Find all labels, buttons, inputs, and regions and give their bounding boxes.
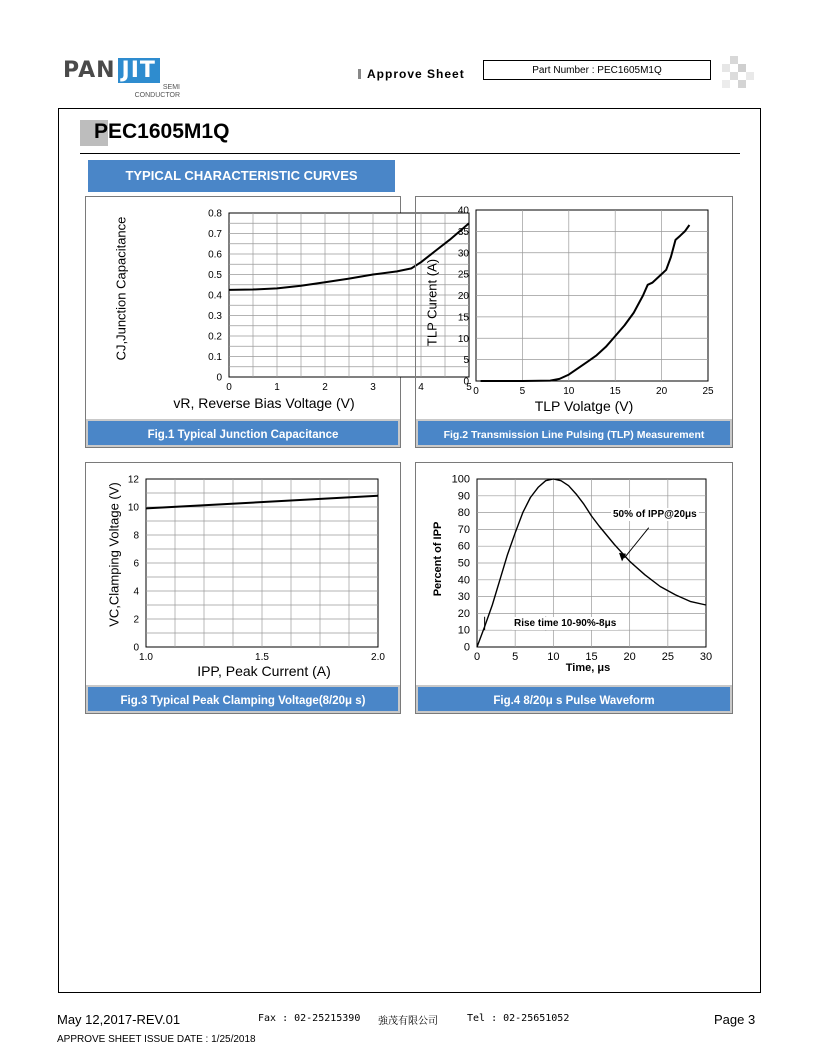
- fig4-annotation-50pct: 50% of IPP@20μs: [613, 509, 697, 520]
- fig2-panel: [415, 196, 733, 448]
- fig3-ytick-label: 0: [133, 642, 139, 654]
- fig2-ytick-label: 5: [463, 355, 469, 367]
- fig2-ytick-label: 40: [457, 205, 469, 217]
- fig1-ytick-label: 0.7: [208, 229, 222, 240]
- fig3-panel: [85, 462, 401, 714]
- fig2-xtick-label: 20: [656, 386, 668, 397]
- fig4-ytick-label: 20: [457, 607, 470, 620]
- footer-page-number: Page 3: [714, 1012, 756, 1027]
- fig2-ytick-label: 10: [457, 333, 469, 345]
- fig1-ytick-label: 0.4: [208, 290, 222, 302]
- fig4-xtick-label: 20: [623, 651, 636, 663]
- fig1-ytick-label: 0.8: [208, 208, 222, 220]
- fig2-ytick-label: 30: [457, 248, 469, 260]
- fig2-chart: [416, 197, 732, 419]
- fig1-caption: Fig.1 Typical Junction Capacitance: [86, 419, 400, 447]
- fig4-ytick-label: 10: [457, 624, 470, 637]
- fig4-ytick-label: 40: [457, 574, 470, 587]
- fig2-ytick-label: 25: [457, 269, 469, 281]
- logo-pan-text: PAN: [63, 58, 116, 83]
- fig1-ytick-label: 0.6: [208, 249, 222, 261]
- fig3-xtick-label: 2.0: [371, 652, 385, 663]
- fig2-xlabel: TLP Volatge (V): [534, 398, 634, 414]
- fig1-xtick-label: 3: [370, 382, 376, 393]
- fig1-xtick-label: 1: [274, 382, 280, 393]
- fig1-ytick-label: 0.5: [208, 270, 222, 281]
- fig2-ytick-label: 15: [457, 312, 469, 324]
- fig4-xtick-label: 5: [512, 651, 519, 663]
- fig2-xtick-label: 5: [519, 386, 526, 397]
- footer-company: 強茂有限公司: [378, 1016, 438, 1027]
- panjit-logo: [63, 58, 160, 83]
- fig3-ytick-label: 2: [133, 614, 139, 626]
- footer-tel: Tel : 02-25651052: [467, 1013, 570, 1024]
- logo-subtitle: [128, 84, 180, 100]
- fig1-ylabel: CJ,Junction Capacitance: [113, 216, 129, 361]
- fig2-xtick-label: 15: [609, 386, 621, 397]
- checker-decoration-icon: [714, 56, 754, 92]
- fig2-xtick-label: 10: [563, 386, 575, 397]
- fig3-ytick-label: 6: [133, 558, 139, 570]
- fig1-xlabel: vR, Reverse Bias Voltage (V): [173, 395, 355, 411]
- fig2-caption: Fig.2 Transmission Line Pulsing (TLP) Measurement: [416, 419, 732, 447]
- logo-sub-line-1: SEMI: [162, 84, 180, 91]
- fig2-ytick-label: 0: [463, 376, 469, 388]
- footer-issue-date: APPROVE SHEET ISSUE DATE : 1/25/2018: [57, 1034, 256, 1045]
- fig4-ytick-label: 60: [457, 540, 470, 553]
- approve-bar-icon: [358, 69, 361, 79]
- fig4-ytick-label: 80: [457, 507, 470, 520]
- footer-date-rev: May 12,2017-REV.01: [57, 1012, 181, 1027]
- fig4-panel: [415, 462, 733, 714]
- title-divider: [80, 153, 740, 154]
- page-title: PEC1605M1Q: [94, 120, 230, 143]
- fig2-xtick-label: 0: [473, 386, 479, 397]
- fig4-ytick-label: 70: [457, 523, 470, 536]
- approve-sheet-label: [358, 67, 465, 81]
- fig4-ytick-label: 90: [457, 490, 470, 503]
- fig1-ytick-label: 0.2: [208, 331, 222, 343]
- fig1-xtick-label: 2: [322, 382, 328, 393]
- fig4-xtick-label: 0: [473, 651, 481, 663]
- fig3-xtick-label: 1.5: [255, 652, 269, 663]
- fig1-ytick-label: 0.3: [208, 311, 222, 322]
- fig4-xlabel: Time, μs: [565, 662, 611, 674]
- fig2-xtick-label: 25: [702, 386, 714, 397]
- fig4-xtick-label: 30: [699, 651, 713, 663]
- fig2-ytick-label: 35: [457, 226, 469, 238]
- fig1-xtick-label: 4: [418, 382, 424, 393]
- fig4-ytick-label: 30: [457, 591, 470, 604]
- approve-sheet-text: Approve Sheet: [367, 67, 465, 81]
- section-title: TYPICAL CHARACTERISTIC CURVES: [88, 160, 395, 192]
- fig1-ytick-label: 0.1: [208, 352, 222, 363]
- fig4-xtick-label: 15: [585, 651, 598, 663]
- fig4-ylabel: Percent of IPP: [432, 521, 444, 597]
- fig3-ytick-label: 12: [127, 474, 139, 486]
- footer-fax: Fax : 02-25215390: [258, 1013, 361, 1024]
- fig3-xtick-label: 1.0: [139, 652, 153, 663]
- fig1-xtick-label: 0: [226, 382, 232, 393]
- fig3-caption: Fig.3 Typical Peak Clamping Voltage(8/20μ s): [86, 685, 400, 713]
- fig1-ytick-label: 0: [216, 372, 222, 384]
- fig4-xtick-label: 25: [661, 651, 674, 663]
- fig3-xlabel: IPP, Peak Current (A): [197, 663, 331, 679]
- fig4-ytick-label: 50: [457, 557, 470, 570]
- fig3-chart: [86, 463, 400, 685]
- fig4-ytick-label: 100: [451, 473, 470, 486]
- fig1-xtick-label: 5: [466, 382, 472, 393]
- fig2-ytick-label: 20: [457, 291, 469, 302]
- part-number-box: Part Number : PEC1605M1Q: [483, 60, 711, 80]
- fig3-ytick-label: 10: [127, 502, 139, 514]
- fig4-xtick-label: 10: [547, 651, 560, 663]
- fig4-ytick-label: 0: [463, 641, 470, 654]
- fig3-ylabel: VC,Clamping Voltage (V): [106, 482, 122, 627]
- fig4-annotation-risetime: Rise time 10-90%-8μs: [514, 618, 617, 629]
- logo-jit-text: JIT: [118, 58, 160, 83]
- fig2-ylabel: TLP Curent (A): [424, 258, 440, 347]
- fig3-ytick-label: 8: [133, 530, 139, 542]
- fig4-chart: [416, 463, 732, 685]
- fig3-ytick-label: 4: [133, 586, 139, 598]
- fig4-caption: Fig.4 8/20μ s Pulse Waveform: [416, 685, 732, 713]
- logo-sub-line-2: CONDUCTOR: [134, 92, 180, 99]
